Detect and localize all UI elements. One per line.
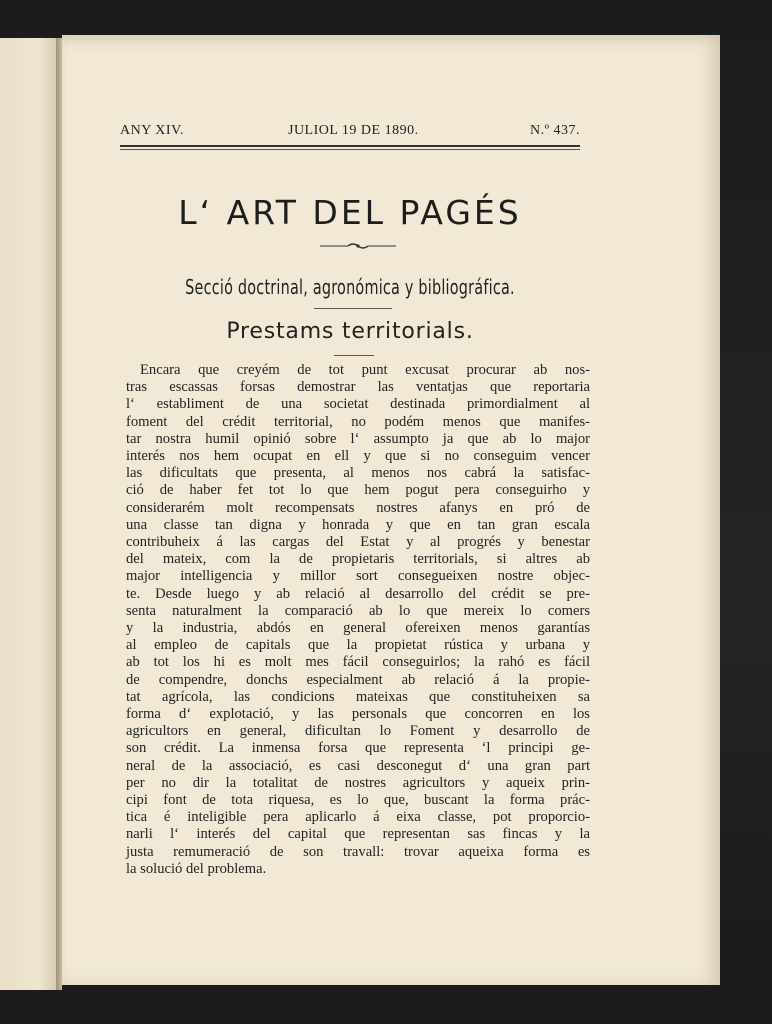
body-line: te. Desde luego y ab relació al desarrollo del crédit se pre- xyxy=(126,585,590,602)
body-line: l‘ establiment de una societat destinada primordialment al xyxy=(126,396,590,413)
issue-date: JULIOL 19 DE 1890. xyxy=(288,123,419,138)
body-line: las dificultats que presenta, al menos nos cabrá la satisfac- xyxy=(126,465,590,482)
body-line: cipi font de tota riquesa, es lo que, buscant la forma prác- xyxy=(126,792,590,809)
body-line: la solució del problema. xyxy=(126,860,267,877)
body-line: tat agrícola, las condicions mateixas que constituheixen sa xyxy=(126,688,590,705)
body-line: narli l‘ interés del capital que representan sas fincas y la xyxy=(126,826,590,843)
article-title: Prestams territorials. xyxy=(226,319,474,344)
article-body xyxy=(126,362,590,878)
body-line: interés nos hem ocupat en ell y que si no conseguim vencer xyxy=(126,448,590,465)
body-line: neral de la associació, es casi desconegut d‘ una gran part xyxy=(126,757,590,774)
volume-label: ANY XIV. xyxy=(120,123,184,138)
newspaper-page xyxy=(62,35,720,985)
body-line: al empleo de capitals que la propietat rústica y urbana y xyxy=(126,637,590,654)
body-line: major intelligencia y millor sort consegueixen nostre objec- xyxy=(126,568,590,585)
section-rule xyxy=(314,308,392,309)
body-line: considerarém molt recompensats nostres afanys en pró de xyxy=(126,499,590,516)
issue-number: N.º 437. xyxy=(530,123,580,138)
body-line: tras escassas forsas demostrar las ventatjas que reportaria xyxy=(126,379,590,396)
body-line: tica é inteligible pera aplicarlo á eixa classe, pot proporcio- xyxy=(126,809,590,826)
body-line: per no dir la totalitat de nostres agricultors y aqueix prin- xyxy=(126,774,590,791)
section-heading: Secció doctrinal, agronómica y bibliográfica. xyxy=(185,275,515,299)
body-line: justa remumeració de son travall: trovar aqueixa forma es xyxy=(126,843,590,860)
title-rule xyxy=(334,355,374,356)
body-line: ció de haber fet tot lo que hem pogut pera conseguirho y xyxy=(126,482,590,499)
body-line: foment del crédit territorial, no podém menos que manifes- xyxy=(126,413,590,430)
header-rule-thick xyxy=(120,145,580,147)
body-line: una classe tan digna y honrada y que en tan gran escala xyxy=(126,516,590,533)
header-rule-thin xyxy=(120,149,580,150)
body-line: agricultors en general, dificultan lo Foment y desarrollo de xyxy=(126,723,590,740)
body-line: ab tot los hi es molt mes fácil conseguirlos; la rahó es fácil xyxy=(126,654,590,671)
body-line: y la industria, abdós en general ofereixen menos garantías xyxy=(126,620,590,637)
body-line: forma d‘ explotació, y las personals que concorren en los xyxy=(126,706,590,723)
body-line: contribuheix á las cargas del Estat y al progrés y benestar xyxy=(126,534,590,551)
ornament-divider xyxy=(320,241,396,251)
body-line: del mateix, com la de propietaris territorials, si altres ab xyxy=(126,551,590,568)
masthead-title: L‘ ART DEL PAGÉS xyxy=(178,193,522,232)
body-line: son crédit. La inmensa forsa que representa ‘l principi ge- xyxy=(126,740,590,757)
body-line: senta naturalment la comparació ab lo que mereix lo comers xyxy=(126,602,590,619)
body-line: de compendre, donchs especialment ab relació á la propie- xyxy=(126,671,590,688)
issue-header xyxy=(120,123,580,143)
body-line: tar nostra humil opinió sobre l‘ assumpto ja que ab lo major xyxy=(126,430,590,447)
left-page-edge xyxy=(0,38,57,990)
body-line: Encara que creyém de tot punt excusat procurar ab nos- xyxy=(140,362,590,378)
